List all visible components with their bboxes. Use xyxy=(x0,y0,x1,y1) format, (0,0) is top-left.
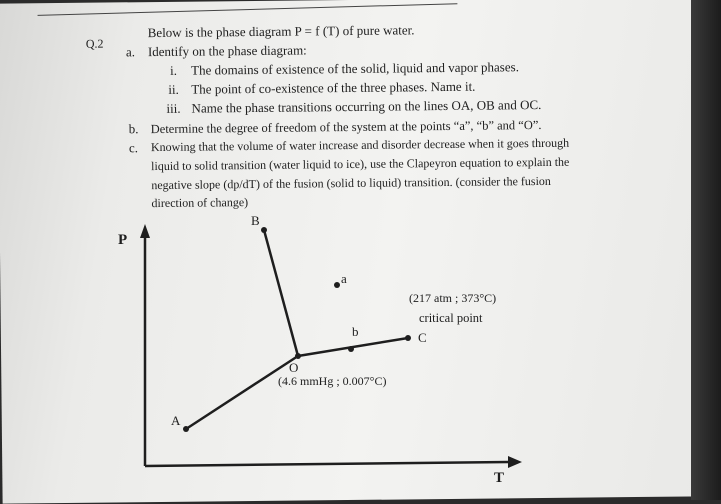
point-a-dot xyxy=(334,282,340,288)
line-OA xyxy=(186,356,298,429)
critical-point-label: critical point xyxy=(419,311,483,325)
point-B-label: B xyxy=(251,213,260,228)
x-axis-arrow xyxy=(508,456,522,468)
part-a-ii-text: The point of co-existence of the three phases. Name it. xyxy=(191,78,476,97)
point-b-label: b xyxy=(352,324,359,339)
part-b-marker: b. xyxy=(128,121,139,137)
part-a-iii-text: Name the phase transitions occurring on the lines OA, OB and OC. xyxy=(191,96,542,116)
part-a-text: Identify on the phase diagram: xyxy=(147,42,307,60)
part-a-i-text: The domains of existence of the solid, liquid and vapor phases. xyxy=(191,59,519,78)
point-C-dot xyxy=(405,335,411,341)
point-C-label: C xyxy=(418,330,427,345)
part-a-ii-marker: ii. xyxy=(168,81,179,97)
critical-point-values: (217 atm ; 373°C) xyxy=(409,291,497,305)
question-number: Q.2 xyxy=(85,36,104,51)
part-a-i-marker: i. xyxy=(170,62,178,78)
axis-x-label: T xyxy=(494,470,505,486)
part-a-marker: a. xyxy=(125,44,136,60)
page-edge-shadow xyxy=(691,0,721,500)
y-axis-arrow xyxy=(140,224,150,238)
point-A-label: A xyxy=(171,413,181,428)
line-OB xyxy=(264,230,298,356)
part-c-marker: c. xyxy=(128,140,139,156)
point-O-label: O xyxy=(289,360,299,375)
question-stem: Below is the phase diagram P = f (T) of pure water. xyxy=(147,22,415,41)
part-c-line-3: negative slope (dp/dT) of the fusion (solid to liquid) transition. (consider the fusion xyxy=(151,173,551,193)
point-B-dot xyxy=(261,227,267,233)
triple-point-values: (4.6 mmHg ; 0.007°C) xyxy=(278,374,387,388)
point-b-dot xyxy=(348,346,354,352)
part-b-text: Determine the degree of freedom of the system at the points “a”, “b” and “O”. xyxy=(150,117,542,137)
x-axis xyxy=(145,462,510,466)
part-c-line-4: direction of change) xyxy=(151,195,249,211)
part-c-line-2: liquid to solid transition (water liquid to ice), use the Clapeyron equation to explain the xyxy=(151,154,570,174)
part-a-iii-marker: iii. xyxy=(166,100,181,116)
point-a-label: a xyxy=(341,271,347,286)
part-c-line-1: Knowing that the volume of water increase and disorder decrease when it goes through xyxy=(150,135,570,155)
point-O-dot xyxy=(295,353,301,359)
point-A-dot xyxy=(183,426,189,432)
axis-y-label: P xyxy=(118,232,128,248)
